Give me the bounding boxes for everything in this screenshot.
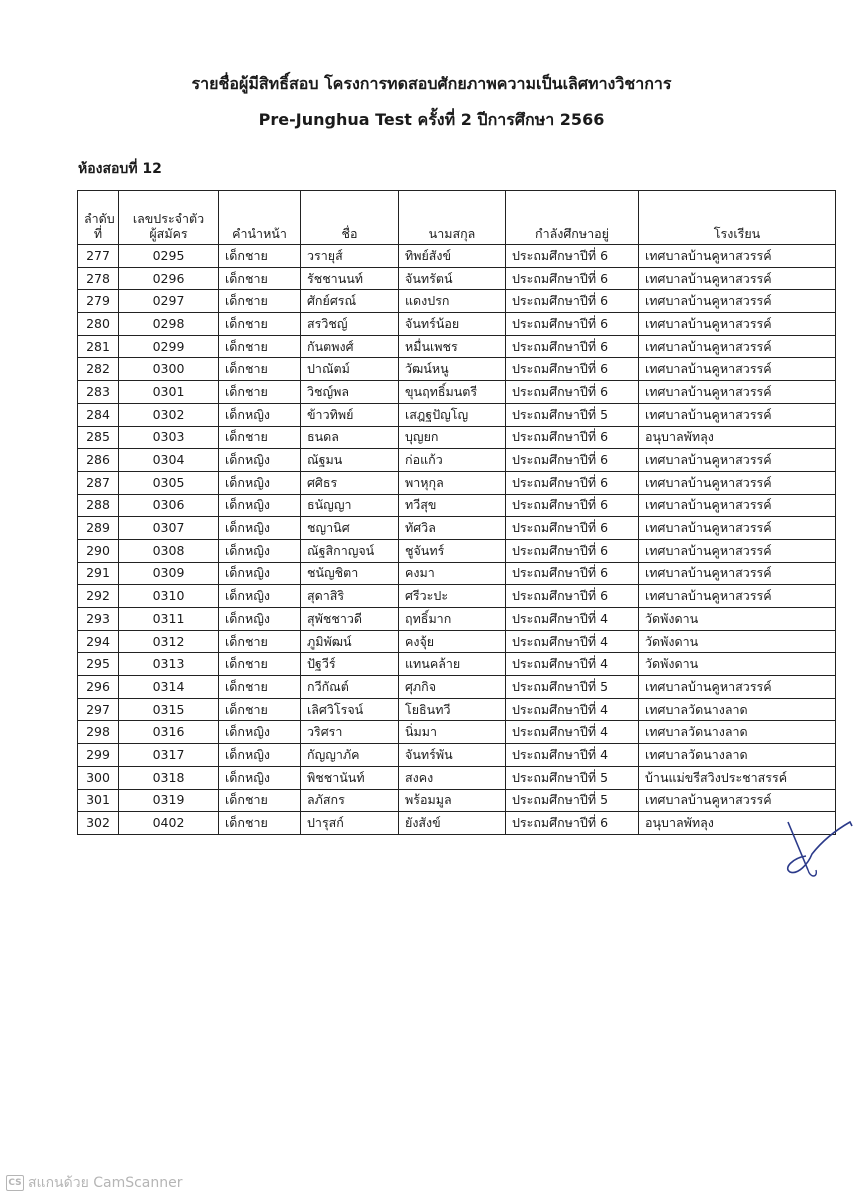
grade-cell: ประถมศึกษาปีที่ 5 <box>506 676 639 699</box>
prefix-cell: เด็กชาย <box>219 381 301 404</box>
first-name-cell: วรายุส์ <box>301 245 399 268</box>
first-name-cell: ศักย์ศรณ์ <box>301 290 399 313</box>
last-name-cell: ขุนฤทธิ์มนตรี <box>399 381 506 404</box>
table-row <box>78 766 836 789</box>
order-cell: 283 <box>78 381 119 404</box>
table-row <box>78 676 836 699</box>
prefix-cell: เด็กชาย <box>219 698 301 721</box>
school-cell: เทศบาลบ้านคูหาสวรรค์ <box>639 539 836 562</box>
last-name-cell: บุญยก <box>399 426 506 449</box>
order-cell: 293 <box>78 608 119 631</box>
last-name-cell: ก่อแก้ว <box>399 449 506 472</box>
applicant-id-cell: 0307 <box>119 517 219 540</box>
grade-cell: ประถมศึกษาปีที่ 4 <box>506 744 639 767</box>
last-name-cell: คงมา <box>399 562 506 585</box>
order-cell: 277 <box>78 245 119 268</box>
order-cell: 289 <box>78 517 119 540</box>
table-header-row <box>78 191 836 245</box>
prefix-cell: เด็กหญิง <box>219 449 301 472</box>
applicant-id-cell: 0296 <box>119 267 219 290</box>
school-cell: เทศบาลบ้านคูหาสวรรค์ <box>639 789 836 812</box>
prefix-cell: เด็กหญิง <box>219 766 301 789</box>
last-name-cell: ทัศวิล <box>399 517 506 540</box>
grade-cell: ประถมศึกษาปีที่ 4 <box>506 721 639 744</box>
order-cell: 287 <box>78 471 119 494</box>
table-row <box>78 267 836 290</box>
school-cell: อนุบาลพัทลุง <box>639 812 836 835</box>
watermark-text: สแกนด้วย CamScanner <box>28 1175 183 1191</box>
prefix-cell: เด็กหญิง <box>219 403 301 426</box>
applicant-id-cell: 0300 <box>119 358 219 381</box>
table-row <box>78 562 836 585</box>
last-name-cell: จันทรัตน์ <box>399 267 506 290</box>
table-row <box>78 585 836 608</box>
applicant-id-cell: 0309 <box>119 562 219 585</box>
last-name-cell: คงจุ้ย <box>399 630 506 653</box>
last-name-cell: แทนคล้าย <box>399 653 506 676</box>
first-name-cell: ลภัสกร <box>301 789 399 812</box>
applicant-id-cell: 0311 <box>119 608 219 631</box>
exam-room-label: ห้องสอบที่ 12 <box>78 161 162 177</box>
header-applicant-id: เลขประจำตัว ผู้สมัคร <box>119 191 219 245</box>
order-cell: 297 <box>78 698 119 721</box>
school-cell: เทศบาลบ้านคูหาสวรรค์ <box>639 313 836 336</box>
first-name-cell: ปาณัตม์ <box>301 358 399 381</box>
applicant-id-cell: 0318 <box>119 766 219 789</box>
order-cell: 296 <box>78 676 119 699</box>
first-name-cell: ข้าวทิพย์ <box>301 403 399 426</box>
table-row <box>78 608 836 631</box>
prefix-cell: เด็กหญิง <box>219 494 301 517</box>
first-name-cell: พิชชานันท์ <box>301 766 399 789</box>
last-name-cell: ยังสังข์ <box>399 812 506 835</box>
signature-mark <box>778 820 858 880</box>
last-name-cell: พาหุกุล <box>399 471 506 494</box>
grade-cell: ประถมศึกษาปีที่ 6 <box>506 313 639 336</box>
header-grade: กำลังศึกษาอยู่ <box>506 191 639 245</box>
grade-cell: ประถมศึกษาปีที่ 6 <box>506 539 639 562</box>
first-name-cell: รัชชานนท์ <box>301 267 399 290</box>
grade-cell: ประถมศึกษาปีที่ 6 <box>506 290 639 313</box>
document-subtitle: Pre-Junghua Test ครั้งที่ 2 ปีการศึกษา 2566 <box>258 110 605 129</box>
applicant-id-cell: 0402 <box>119 812 219 835</box>
order-cell: 290 <box>78 539 119 562</box>
table-row <box>78 313 836 336</box>
school-cell: เทศบาลบ้านคูหาสวรรค์ <box>639 562 836 585</box>
applicant-id-cell: 0312 <box>119 630 219 653</box>
order-cell: 285 <box>78 426 119 449</box>
school-cell: เทศบาลบ้านคูหาสวรรค์ <box>639 335 836 358</box>
grade-cell: ประถมศึกษาปีที่ 6 <box>506 471 639 494</box>
grade-cell: ประถมศึกษาปีที่ 6 <box>506 585 639 608</box>
applicant-id-cell: 0305 <box>119 471 219 494</box>
header-order: ลำดับ ที่ <box>78 191 119 245</box>
prefix-cell: เด็กชาย <box>219 789 301 812</box>
last-name-cell: ทวีสุข <box>399 494 506 517</box>
grade-cell: ประถมศึกษาปีที่ 4 <box>506 698 639 721</box>
order-cell: 286 <box>78 449 119 472</box>
header-first-name: ชื่อ <box>301 191 399 245</box>
applicant-id-cell: 0299 <box>119 335 219 358</box>
last-name-cell: หมื่นเพชร <box>399 335 506 358</box>
grade-cell: ประถมศึกษาปีที่ 6 <box>506 267 639 290</box>
grade-cell: ประถมศึกษาปีที่ 4 <box>506 608 639 631</box>
last-name-cell: พร้อมมูล <box>399 789 506 812</box>
prefix-cell: เด็กชาย <box>219 676 301 699</box>
first-name-cell: ธนัญญา <box>301 494 399 517</box>
table-row <box>78 335 836 358</box>
table-row <box>78 721 836 744</box>
table-row <box>78 630 836 653</box>
last-name-cell: ศุภกิจ <box>399 676 506 699</box>
first-name-cell: กันตพงศ์ <box>301 335 399 358</box>
prefix-cell: เด็กชาย <box>219 812 301 835</box>
school-cell: เทศบาลบ้านคูหาสวรรค์ <box>639 290 836 313</box>
applicant-id-cell: 0316 <box>119 721 219 744</box>
order-cell: 281 <box>78 335 119 358</box>
order-cell: 298 <box>78 721 119 744</box>
school-cell: วัดพังดาน <box>639 608 836 631</box>
header-last-name: นามสกุล <box>399 191 506 245</box>
applicant-id-cell: 0295 <box>119 245 219 268</box>
grade-cell: ประถมศึกษาปีที่ 4 <box>506 630 639 653</box>
order-cell: 299 <box>78 744 119 767</box>
last-name-cell: โยธินทวี <box>399 698 506 721</box>
grade-cell: ประถมศึกษาปีที่ 6 <box>506 812 639 835</box>
last-name-cell: เสฎฐปัญโญ <box>399 403 506 426</box>
camscanner-watermark <box>6 1172 183 1194</box>
first-name-cell: ณัฐมน <box>301 449 399 472</box>
first-name-cell: ชญานิศ <box>301 517 399 540</box>
first-name-cell: ภูมิพัฒน์ <box>301 630 399 653</box>
prefix-cell: เด็กชาย <box>219 653 301 676</box>
order-cell: 300 <box>78 766 119 789</box>
grade-cell: ประถมศึกษาปีที่ 6 <box>506 494 639 517</box>
applicant-id-cell: 0303 <box>119 426 219 449</box>
prefix-cell: เด็กหญิง <box>219 608 301 631</box>
table-row <box>78 381 836 404</box>
school-cell: เทศบาลบ้านคูหาสวรรค์ <box>639 517 836 540</box>
grade-cell: ประถมศึกษาปีที่ 6 <box>506 517 639 540</box>
last-name-cell: แดงปรก <box>399 290 506 313</box>
table-row <box>78 517 836 540</box>
applicant-id-cell: 0313 <box>119 653 219 676</box>
prefix-cell: เด็กชาย <box>219 358 301 381</box>
applicant-id-cell: 0301 <box>119 381 219 404</box>
camscanner-logo-icon: CS <box>6 1175 24 1191</box>
school-cell: เทศบาลบ้านคูหาสวรรค์ <box>639 403 836 426</box>
prefix-cell: เด็กหญิง <box>219 585 301 608</box>
applicant-id-cell: 0298 <box>119 313 219 336</box>
prefix-cell: เด็กชาย <box>219 426 301 449</box>
applicant-id-cell: 0319 <box>119 789 219 812</box>
prefix-cell: เด็กหญิง <box>219 517 301 540</box>
applicant-id-cell: 0308 <box>119 539 219 562</box>
last-name-cell: ศรีวะปะ <box>399 585 506 608</box>
grade-cell: ประถมศึกษาปีที่ 6 <box>506 426 639 449</box>
first-name-cell: สรวิชญ์ <box>301 313 399 336</box>
applicant-id-cell: 0314 <box>119 676 219 699</box>
school-cell: เทศบาลบ้านคูหาสวรรค์ <box>639 267 836 290</box>
last-name-cell: ฤทธิ์มาก <box>399 608 506 631</box>
first-name-cell: กัญญาภัค <box>301 744 399 767</box>
order-cell: 284 <box>78 403 119 426</box>
school-cell: เทศบาลบ้านคูหาสวรรค์ <box>639 358 836 381</box>
prefix-cell: เด็กหญิง <box>219 471 301 494</box>
grade-cell: ประถมศึกษาปีที่ 6 <box>506 245 639 268</box>
first-name-cell: ณัฐสิกาญจน์ <box>301 539 399 562</box>
first-name-cell: ชนัญชิตา <box>301 562 399 585</box>
table-row <box>78 789 836 812</box>
grade-cell: ประถมศึกษาปีที่ 6 <box>506 358 639 381</box>
order-cell: 301 <box>78 789 119 812</box>
table-row <box>78 426 836 449</box>
prefix-cell: เด็กชาย <box>219 335 301 358</box>
school-cell: เทศบาลบ้านคูหาสวรรค์ <box>639 449 836 472</box>
grade-cell: ประถมศึกษาปีที่ 5 <box>506 789 639 812</box>
school-cell: เทศบาลบ้านคูหาสวรรค์ <box>639 245 836 268</box>
last-name-cell: วัฒน์หนู <box>399 358 506 381</box>
table-row <box>78 812 836 835</box>
school-cell: เทศบาลบ้านคูหาสวรรค์ <box>639 381 836 404</box>
grade-cell: ประถมศึกษาปีที่ 6 <box>506 449 639 472</box>
first-name-cell: วิชญ์พล <box>301 381 399 404</box>
first-name-cell: ปารุสก์ <box>301 812 399 835</box>
first-name-cell: ศศิธร <box>301 471 399 494</box>
last-name-cell: สงคง <box>399 766 506 789</box>
first-name-cell: สุพัชชาวดี <box>301 608 399 631</box>
first-name-cell: วริศรา <box>301 721 399 744</box>
applicant-id-cell: 0304 <box>119 449 219 472</box>
applicant-id-cell: 0317 <box>119 744 219 767</box>
last-name-cell: นิ่มมา <box>399 721 506 744</box>
school-cell: เทศบาลวัดนางลาด <box>639 744 836 767</box>
prefix-cell: เด็กหญิง <box>219 721 301 744</box>
first-name-cell: สุดาสิริ <box>301 585 399 608</box>
table-row <box>78 290 836 313</box>
school-cell: วัดพังดาน <box>639 630 836 653</box>
order-cell: 279 <box>78 290 119 313</box>
table-row <box>78 653 836 676</box>
grade-cell: ประถมศึกษาปีที่ 6 <box>506 335 639 358</box>
applicant-id-cell: 0310 <box>119 585 219 608</box>
prefix-cell: เด็กชาย <box>219 313 301 336</box>
grade-cell: ประถมศึกษาปีที่ 6 <box>506 381 639 404</box>
prefix-cell: เด็กหญิง <box>219 539 301 562</box>
applicant-id-cell: 0297 <box>119 290 219 313</box>
school-cell: บ้านแม่ขรีสวิงประชาสรรค์ <box>639 766 836 789</box>
last-name-cell: จันทร์น้อย <box>399 313 506 336</box>
last-name-cell: ชูจันทร์ <box>399 539 506 562</box>
prefix-cell: เด็กชาย <box>219 290 301 313</box>
order-cell: 295 <box>78 653 119 676</box>
applicant-id-cell: 0306 <box>119 494 219 517</box>
order-cell: 278 <box>78 267 119 290</box>
last-name-cell: ทิพย์สังข์ <box>399 245 506 268</box>
school-cell: อนุบาลพัทลุง <box>639 426 836 449</box>
table-row <box>78 403 836 426</box>
table-row <box>78 698 836 721</box>
table-row <box>78 245 836 268</box>
prefix-cell: เด็กหญิง <box>219 744 301 767</box>
first-name-cell: ปัฐวีร์ <box>301 653 399 676</box>
grade-cell: ประถมศึกษาปีที่ 5 <box>506 766 639 789</box>
prefix-cell: เด็กชาย <box>219 245 301 268</box>
table-row <box>78 471 836 494</box>
order-cell: 294 <box>78 630 119 653</box>
table-row <box>78 539 836 562</box>
applicant-id-cell: 0315 <box>119 698 219 721</box>
last-name-cell: จันทร์พัน <box>399 744 506 767</box>
table-row <box>78 494 836 517</box>
table-row <box>78 358 836 381</box>
document-title: รายชื่อผู้มีสิทธิ์สอบ โครงการทดสอบศักยภาพความเป็นเลิศทางวิชาการ <box>191 74 672 93</box>
school-cell: เทศบาลวัดนางลาด <box>639 721 836 744</box>
first-name-cell: ธนดล <box>301 426 399 449</box>
header-school: โรงเรียน <box>639 191 836 245</box>
applicant-id-cell: 0302 <box>119 403 219 426</box>
prefix-cell: เด็กหญิง <box>219 562 301 585</box>
school-cell: เทศบาลบ้านคูหาสวรรค์ <box>639 676 836 699</box>
order-cell: 302 <box>78 812 119 835</box>
order-cell: 282 <box>78 358 119 381</box>
header-prefix: คำนำหน้า <box>219 191 301 245</box>
order-cell: 291 <box>78 562 119 585</box>
school-cell: เทศบาลบ้านคูหาสวรรค์ <box>639 471 836 494</box>
first-name-cell: เลิศวิโรจน์ <box>301 698 399 721</box>
grade-cell: ประถมศึกษาปีที่ 5 <box>506 403 639 426</box>
grade-cell: ประถมศึกษาปีที่ 6 <box>506 562 639 585</box>
grade-cell: ประถมศึกษาปีที่ 4 <box>506 653 639 676</box>
order-cell: 280 <box>78 313 119 336</box>
prefix-cell: เด็กชาย <box>219 630 301 653</box>
school-cell: เทศบาลบ้านคูหาสวรรค์ <box>639 585 836 608</box>
table-row <box>78 744 836 767</box>
school-cell: เทศบาลวัดนางลาด <box>639 698 836 721</box>
first-name-cell: กวีกัณต์ <box>301 676 399 699</box>
candidate-table <box>77 190 836 835</box>
table-row <box>78 449 836 472</box>
order-cell: 288 <box>78 494 119 517</box>
school-cell: เทศบาลบ้านคูหาสวรรค์ <box>639 494 836 517</box>
school-cell: วัดพังดาน <box>639 653 836 676</box>
order-cell: 292 <box>78 585 119 608</box>
prefix-cell: เด็กชาย <box>219 267 301 290</box>
